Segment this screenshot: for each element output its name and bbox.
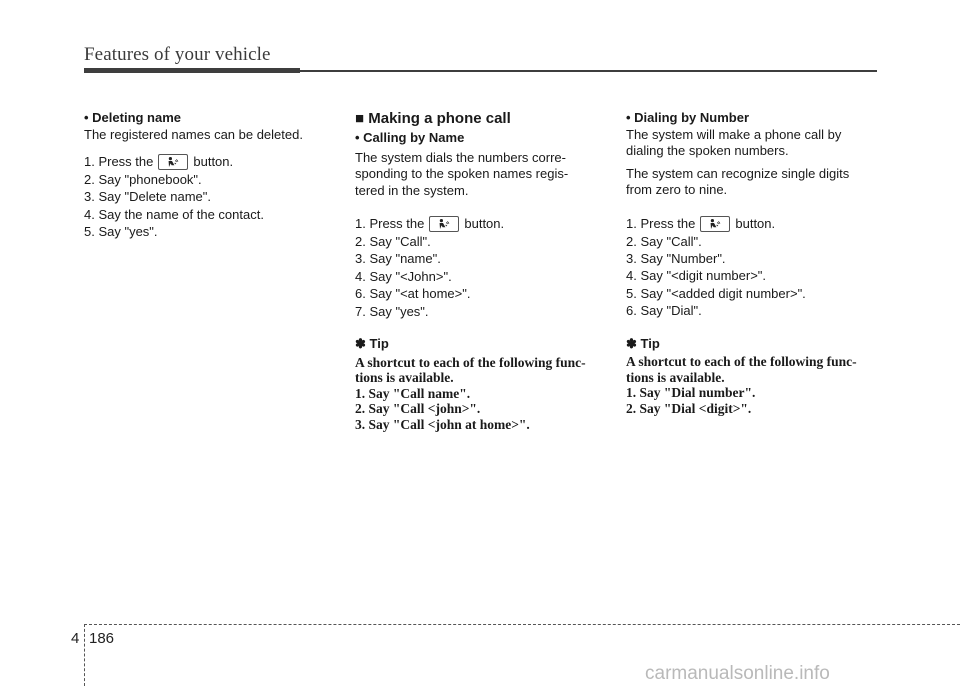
- page-header-title: Features of your vehicle: [84, 44, 271, 65]
- tip-line: A shortcut to each of the following func-: [355, 354, 586, 370]
- step-item: 6. Say "Dial".: [626, 303, 702, 319]
- step-item: 3. Say "Number".: [626, 250, 726, 266]
- step-item: [355, 215, 607, 233]
- step-text: 1. Press the: [355, 216, 425, 232]
- column-deleting-name: [84, 110, 336, 240]
- step-text: button.: [193, 154, 234, 170]
- step-item: 2. Say "phonebook".: [84, 171, 202, 187]
- bullet-heading: • Calling by Name: [355, 130, 465, 145]
- intro-text: The registered names can be deleted.: [84, 126, 303, 142]
- section-heading: ■ Making a phone call: [355, 110, 511, 127]
- step-item: 3. Say "name".: [355, 251, 441, 267]
- header-bar-accent: [84, 68, 300, 73]
- voice-talk-icon: [158, 154, 188, 170]
- column-dialing-number: [626, 110, 878, 417]
- header-rule: [300, 70, 877, 72]
- step-text: button.: [464, 216, 505, 232]
- step-item: 5. Say "<added digit number>".: [626, 285, 806, 301]
- intro-text: The system dials the numbers corre- sponding to the spoken names regis- tered in the system.: [355, 149, 569, 198]
- page-number: 186: [89, 630, 115, 647]
- tip-body: [355, 355, 607, 433]
- tip-line: tions is available.: [626, 369, 725, 385]
- step-item: [626, 215, 878, 233]
- step-item: 2. Say "Call".: [626, 233, 702, 249]
- step-text: 1. Press the: [84, 154, 154, 170]
- step-item: 4. Say the name of the contact.: [84, 206, 264, 222]
- tip-line: 2. Say "Dial <digit>".: [626, 400, 752, 416]
- tip-heading: ✽ Tip: [626, 335, 660, 351]
- tip-line: 1. Say "Call name".: [355, 385, 471, 401]
- tip-heading: ✽ Tip: [355, 335, 389, 351]
- tip-line: 2. Say "Call <john>".: [355, 401, 481, 417]
- tip-line: A shortcut to each of the following func-: [626, 354, 857, 370]
- bullet-heading: • Dialing by Number: [626, 110, 750, 125]
- step-item: [84, 153, 336, 171]
- watermark-text: carmanualsonline.info: [645, 663, 830, 684]
- step-item: 3. Say "Delete name".: [84, 189, 212, 205]
- intro-text: The system will make a phone call by dialing the spoken numbers.: [626, 126, 842, 159]
- tip-line: 1. Say "Dial number".: [626, 385, 756, 401]
- tip-line: 3. Say "Call <john at home>".: [355, 416, 530, 432]
- step-text: 1. Press the: [626, 215, 696, 231]
- step-item: 7. Say "yes".: [355, 303, 429, 319]
- tip-line: tions is available.: [355, 370, 454, 386]
- voice-talk-icon: [429, 216, 459, 232]
- step-item: 5. Say "yes".: [84, 223, 158, 239]
- step-text: button.: [735, 215, 776, 231]
- step-item: 4. Say "<John>".: [355, 268, 452, 284]
- step-item: 2. Say "Call".: [355, 233, 431, 249]
- intro-text: The system can recognize single digits from zero to nine.: [626, 165, 850, 198]
- tip-body: [626, 354, 878, 416]
- footer-divider: [84, 624, 85, 686]
- bullet-heading: • Deleting name: [84, 110, 182, 125]
- step-item: 6. Say "<at home>".: [355, 286, 471, 302]
- step-item: 4. Say "<digit number>".: [626, 268, 767, 284]
- voice-talk-icon: [700, 216, 730, 232]
- footer-rule: [84, 624, 960, 625]
- chapter-number: 4: [71, 630, 80, 647]
- column-making-call: [355, 110, 607, 433]
